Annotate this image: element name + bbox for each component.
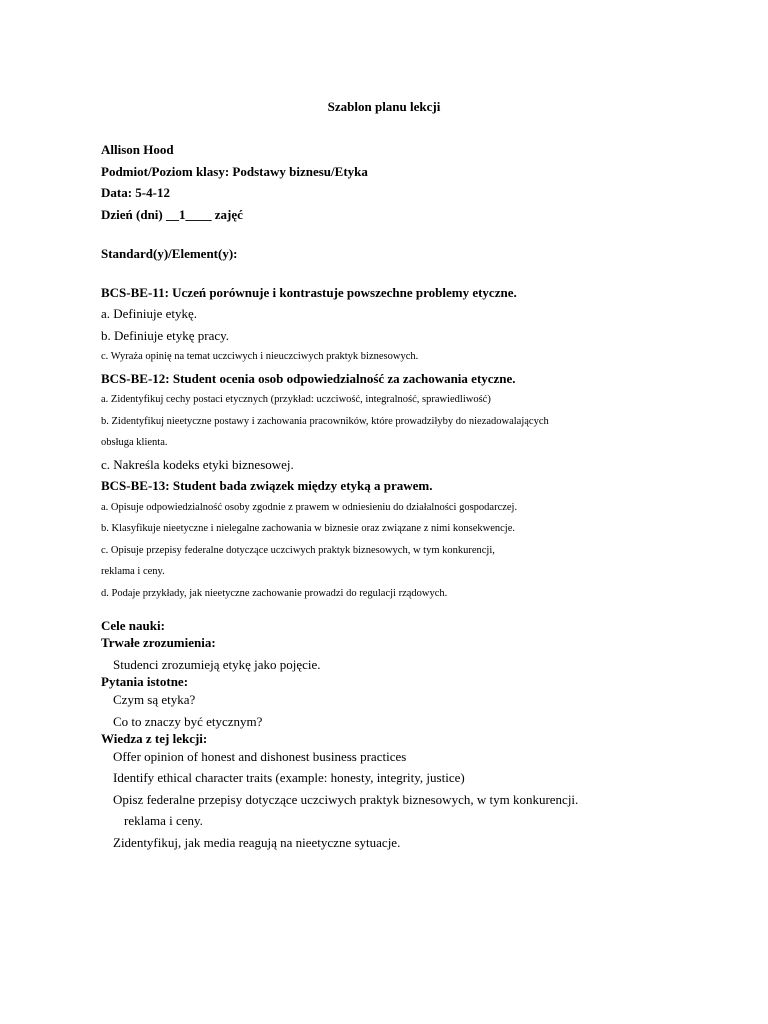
question-text: Czym są etyka? bbox=[113, 692, 196, 707]
standard-item: a. Zidentyfikuj cechy postaci etycznych (przykład: uczciwość, integralność, sprawiedliwość) bbox=[101, 394, 491, 405]
standards-heading: Standard(y)/Element(y): bbox=[101, 246, 238, 261]
document-title: Szablon planu lekcji bbox=[327, 99, 441, 114]
understanding-text: Studenci zrozumieją etykę jako pojęcie. bbox=[113, 657, 321, 672]
knowledge-item bbox=[101, 835, 400, 851]
goals-heading: Cele nauki: bbox=[101, 618, 165, 633]
standard-item: reklama i ceny. bbox=[101, 566, 165, 577]
days-line: Dzień (dni) __1____ zajęć bbox=[101, 207, 243, 222]
knowledge-item bbox=[101, 770, 465, 786]
standard-heading: BCS-BE-11: Uczeń porównuje i kontrastuje powszechne problemy etyczne. bbox=[101, 285, 517, 300]
standard-item: b. Definiuje etykę pracy. bbox=[101, 328, 230, 343]
standard-item: b. Zidentyfikuj nieetyczne postawy i zachowania pracowników, które prowadziłyby do niezadowalających bbox=[101, 416, 549, 427]
knowledge-text: Identify ethical character traits (example: honesty, integrity, justice) bbox=[113, 770, 465, 785]
author-name: Allison Hood bbox=[101, 142, 174, 157]
standard-item: a. Opisuje odpowiedzialność osoby zgodnie z prawem w odniesieniu do działalności gospodarczej. bbox=[101, 502, 518, 513]
question-item bbox=[101, 692, 195, 708]
standard-item: b. Klasyfikuje nieetyczne i nielegalne zachowania w biznesie oraz związane z nimi konsekwencje. bbox=[101, 523, 515, 534]
standard-item: a. Definiuje etykę. bbox=[101, 306, 198, 321]
standard-item: d. Podaje przykłady, jak nieetyczne zachowanie prowadzi do regulacji rządowych. bbox=[101, 588, 448, 599]
standard-item: c. Nakreśla kodeks etyki biznesowej. bbox=[101, 457, 294, 472]
knowledge-text: Zidentyfikuj, jak media reagują na nieetyczne sytuacje. bbox=[113, 835, 401, 850]
knowledge-heading: Wiedza z tej lekcji: bbox=[101, 731, 208, 746]
standard-item: c. Wyraża opinię na temat uczciwych i nieuczciwych praktyk biznesowych. bbox=[101, 351, 419, 362]
standard-heading: BCS-BE-13: Student bada związek między etyką a prawem. bbox=[101, 478, 433, 493]
knowledge-text: Offer opinion of honest and dishonest business practices bbox=[113, 749, 407, 764]
date-line: Data: 5-4-12 bbox=[101, 185, 170, 200]
knowledge-continuation: reklama i ceny. bbox=[124, 813, 203, 828]
question-text: Co to znaczy być etycznym? bbox=[113, 714, 263, 729]
standard-item: c. Opisuje przepisy federalne dotyczące uczciwych praktyk biznesowych, w tym konkurencji, bbox=[101, 545, 495, 556]
understanding-item bbox=[101, 657, 321, 673]
subject-line: Podmiot/Poziom klasy: Podstawy biznesu/Etyka bbox=[101, 164, 368, 179]
knowledge-item bbox=[101, 792, 578, 808]
question-item bbox=[101, 714, 262, 730]
standard-heading: BCS-BE-12: Student ocenia osob odpowiedzialność za zachowania etyczne. bbox=[101, 371, 516, 386]
knowledge-text: Opisz federalne przepisy dotyczące uczciwych praktyk biznesowych, w tym konkurencji. bbox=[113, 792, 579, 807]
understandings-heading: Trwałe zrozumienia: bbox=[101, 635, 216, 650]
questions-heading: Pytania istotne: bbox=[101, 674, 189, 689]
knowledge-item bbox=[101, 749, 406, 765]
standard-item: obsługa klienta. bbox=[101, 437, 168, 448]
